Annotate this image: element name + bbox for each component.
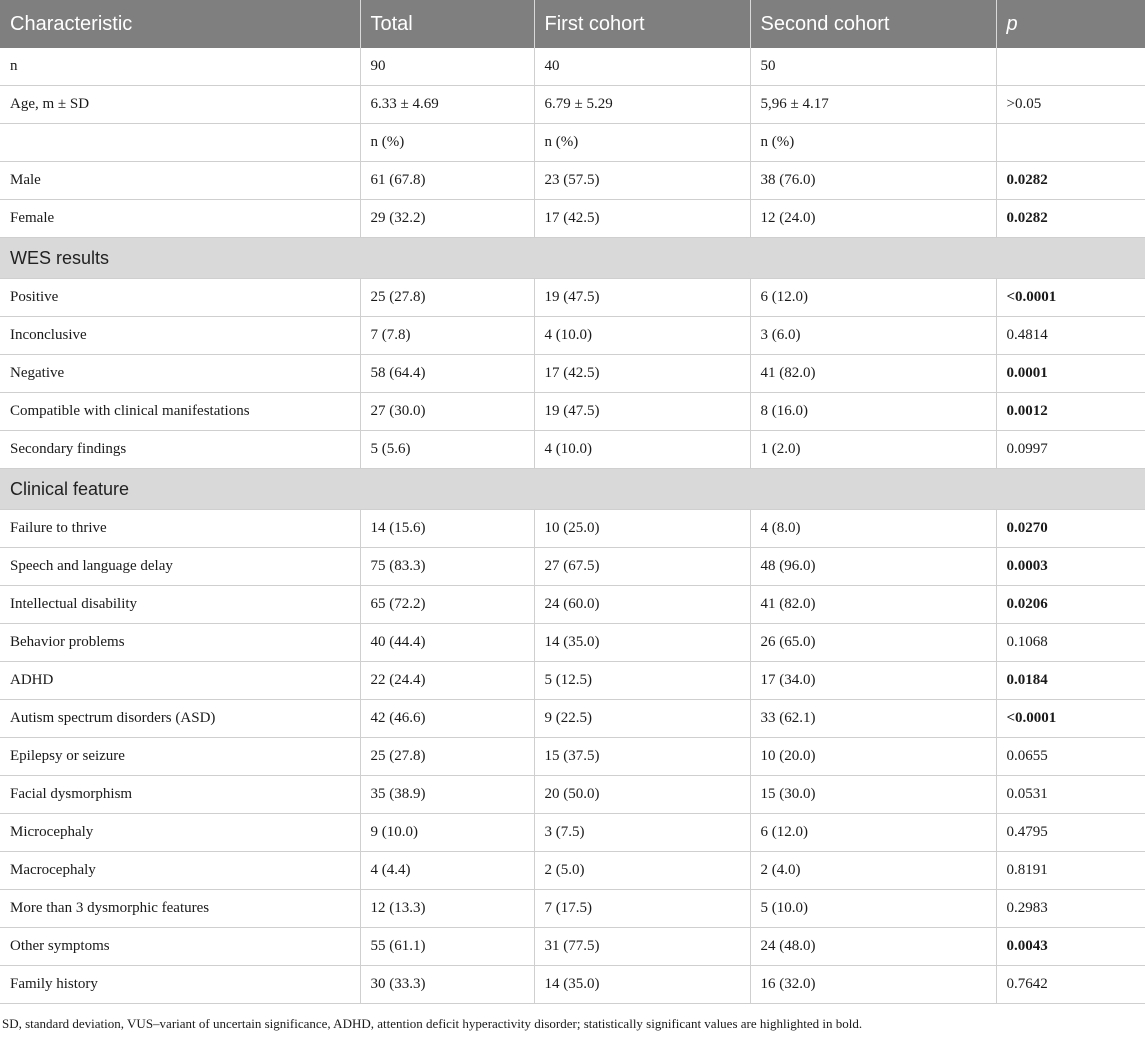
table-row: [0, 776, 1145, 814]
cell-characteristic: Compatible with clinical manifestations: [0, 393, 360, 431]
cell-p-value: <0.0001: [996, 279, 1145, 317]
cell-second-cohort: 2 (4.0): [750, 852, 996, 890]
cell-p-value: 0.0655: [996, 738, 1145, 776]
cell-p-value: [996, 48, 1145, 86]
cell-first-cohort: 6.79 ± 5.29: [534, 86, 750, 124]
table-row: [0, 700, 1145, 738]
cell-first-cohort: 9 (22.5): [534, 700, 750, 738]
cell-characteristic: Failure to thrive: [0, 510, 360, 548]
table-row: [0, 162, 1145, 200]
header-characteristic: Characteristic: [0, 0, 360, 48]
cell-total: 6.33 ± 4.69: [360, 86, 534, 124]
cell-second-cohort: 5 (10.0): [750, 890, 996, 928]
cell-first-cohort: 14 (35.0): [534, 624, 750, 662]
cell-total: 27 (30.0): [360, 393, 534, 431]
cell-second-cohort: 10 (20.0): [750, 738, 996, 776]
cell-p-value: 0.0003: [996, 548, 1145, 586]
cell-second-cohort: 33 (62.1): [750, 700, 996, 738]
header-first-cohort: First cohort: [534, 0, 750, 48]
cell-first-cohort: 19 (47.5): [534, 279, 750, 317]
cell-total: 29 (32.2): [360, 200, 534, 238]
cell-second-cohort: 1 (2.0): [750, 431, 996, 469]
cell-p-value: 0.1068: [996, 624, 1145, 662]
cell-first-cohort: 24 (60.0): [534, 586, 750, 624]
cell-characteristic: Behavior problems: [0, 624, 360, 662]
cell-characteristic: Epilepsy or seizure: [0, 738, 360, 776]
cell-total: 42 (46.6): [360, 700, 534, 738]
cell-second-cohort: 12 (24.0): [750, 200, 996, 238]
section-label: WES results: [0, 238, 1145, 279]
cell-p-value: 0.0043: [996, 928, 1145, 966]
cell-first-cohort: n (%): [534, 124, 750, 162]
cell-total: 25 (27.8): [360, 738, 534, 776]
cell-p-value: 0.0531: [996, 776, 1145, 814]
cell-second-cohort: 50: [750, 48, 996, 86]
table-row: [0, 890, 1145, 928]
table-row: [0, 279, 1145, 317]
table-row: [0, 548, 1145, 586]
cell-first-cohort: 4 (10.0): [534, 431, 750, 469]
cell-p-value: 0.0001: [996, 355, 1145, 393]
cell-p-value: 0.0282: [996, 200, 1145, 238]
cell-first-cohort: 7 (17.5): [534, 890, 750, 928]
cell-characteristic: Speech and language delay: [0, 548, 360, 586]
table-row: [0, 624, 1145, 662]
cell-characteristic: ADHD: [0, 662, 360, 700]
table-body: [0, 48, 1145, 1004]
cell-second-cohort: 38 (76.0): [750, 162, 996, 200]
table-row: [0, 124, 1145, 162]
cell-p-value: 0.0997: [996, 431, 1145, 469]
cell-characteristic: Inconclusive: [0, 317, 360, 355]
cell-total: 9 (10.0): [360, 814, 534, 852]
cell-p-value: 0.0270: [996, 510, 1145, 548]
cell-characteristic: More than 3 dysmorphic features: [0, 890, 360, 928]
cell-total: 55 (61.1): [360, 928, 534, 966]
cell-first-cohort: 40: [534, 48, 750, 86]
cell-p-value: 0.7642: [996, 966, 1145, 1004]
cell-second-cohort: 5,96 ± 4.17: [750, 86, 996, 124]
section-header-row: [0, 238, 1145, 279]
cell-first-cohort: 10 (25.0): [534, 510, 750, 548]
table-header-row: [0, 0, 1145, 48]
table-row: [0, 510, 1145, 548]
cell-characteristic: Macrocephaly: [0, 852, 360, 890]
table-row: [0, 200, 1145, 238]
cell-second-cohort: 41 (82.0): [750, 586, 996, 624]
table-row: [0, 852, 1145, 890]
cell-total: 35 (38.9): [360, 776, 534, 814]
cell-total: 58 (64.4): [360, 355, 534, 393]
cell-first-cohort: 15 (37.5): [534, 738, 750, 776]
cell-characteristic: Facial dysmorphism: [0, 776, 360, 814]
cell-total: 25 (27.8): [360, 279, 534, 317]
cell-second-cohort: 26 (65.0): [750, 624, 996, 662]
table-row: [0, 738, 1145, 776]
cell-p-value: 0.0206: [996, 586, 1145, 624]
cell-first-cohort: 17 (42.5): [534, 355, 750, 393]
cell-second-cohort: 6 (12.0): [750, 279, 996, 317]
cell-total: 30 (33.3): [360, 966, 534, 1004]
cell-p-value: <0.0001: [996, 700, 1145, 738]
cell-characteristic: Intellectual disability: [0, 586, 360, 624]
table-row: [0, 86, 1145, 124]
cell-first-cohort: 17 (42.5): [534, 200, 750, 238]
cell-second-cohort: 17 (34.0): [750, 662, 996, 700]
cell-characteristic: Negative: [0, 355, 360, 393]
cell-p-value: 0.4814: [996, 317, 1145, 355]
cell-second-cohort: 6 (12.0): [750, 814, 996, 852]
cell-p-value: 0.0282: [996, 162, 1145, 200]
header-p-value: p: [996, 0, 1145, 48]
cell-characteristic: Family history: [0, 966, 360, 1004]
cell-p-value: 0.2983: [996, 890, 1145, 928]
cell-characteristic: [0, 124, 360, 162]
cell-p-value: 0.0012: [996, 393, 1145, 431]
cell-p-value: 0.8191: [996, 852, 1145, 890]
cell-p-value: 0.0184: [996, 662, 1145, 700]
header-total: Total: [360, 0, 534, 48]
cell-first-cohort: 5 (12.5): [534, 662, 750, 700]
cell-characteristic: Microcephaly: [0, 814, 360, 852]
cell-second-cohort: 3 (6.0): [750, 317, 996, 355]
cell-characteristic: Secondary findings: [0, 431, 360, 469]
cell-first-cohort: 31 (77.5): [534, 928, 750, 966]
cell-p-value: >0.05: [996, 86, 1145, 124]
cell-characteristic: Other symptoms: [0, 928, 360, 966]
cell-characteristic: Age, m ± SD: [0, 86, 360, 124]
table-row: [0, 586, 1145, 624]
cell-total: 4 (4.4): [360, 852, 534, 890]
cell-second-cohort: 41 (82.0): [750, 355, 996, 393]
section-header-row: [0, 469, 1145, 510]
cell-characteristic: Female: [0, 200, 360, 238]
cell-p-value: 0.4795: [996, 814, 1145, 852]
cell-first-cohort: 2 (5.0): [534, 852, 750, 890]
table-row: [0, 966, 1145, 1004]
cell-first-cohort: 23 (57.5): [534, 162, 750, 200]
table-row: [0, 355, 1145, 393]
cell-first-cohort: 4 (10.0): [534, 317, 750, 355]
table-row: [0, 814, 1145, 852]
cell-first-cohort: 27 (67.5): [534, 548, 750, 586]
cell-total: 12 (13.3): [360, 890, 534, 928]
cell-total: 90: [360, 48, 534, 86]
header-second-cohort: Second cohort: [750, 0, 996, 48]
cell-characteristic: Positive: [0, 279, 360, 317]
cell-second-cohort: 8 (16.0): [750, 393, 996, 431]
table-row: [0, 393, 1145, 431]
cell-p-value: [996, 124, 1145, 162]
table-footnote: SD, standard deviation, VUS–variant of uncertain significance, ADHD, attention deficit hyperactivity disorder; statistically significant values are highlighted in bold.: [2, 1016, 863, 1031]
cell-first-cohort: 3 (7.5): [534, 814, 750, 852]
table-row: [0, 662, 1145, 700]
cell-second-cohort: 16 (32.0): [750, 966, 996, 1004]
table-row: [0, 48, 1145, 86]
cell-first-cohort: 14 (35.0): [534, 966, 750, 1004]
cell-characteristic: Autism spectrum disorders (ASD): [0, 700, 360, 738]
cell-second-cohort: 48 (96.0): [750, 548, 996, 586]
cell-total: 75 (83.3): [360, 548, 534, 586]
table-row: [0, 928, 1145, 966]
cell-second-cohort: 4 (8.0): [750, 510, 996, 548]
cell-total: 14 (15.6): [360, 510, 534, 548]
table-row: [0, 431, 1145, 469]
cell-characteristic: Male: [0, 162, 360, 200]
cell-total: n (%): [360, 124, 534, 162]
cell-total: 40 (44.4): [360, 624, 534, 662]
cell-total: 7 (7.8): [360, 317, 534, 355]
table-row: [0, 317, 1145, 355]
cell-total: 22 (24.4): [360, 662, 534, 700]
cell-total: 61 (67.8): [360, 162, 534, 200]
cell-second-cohort: 15 (30.0): [750, 776, 996, 814]
cell-first-cohort: 20 (50.0): [534, 776, 750, 814]
section-label: Clinical feature: [0, 469, 1145, 510]
cell-characteristic: n: [0, 48, 360, 86]
cell-first-cohort: 19 (47.5): [534, 393, 750, 431]
cell-total: 5 (5.6): [360, 431, 534, 469]
cell-second-cohort: n (%): [750, 124, 996, 162]
cell-second-cohort: 24 (48.0): [750, 928, 996, 966]
cell-total: 65 (72.2): [360, 586, 534, 624]
